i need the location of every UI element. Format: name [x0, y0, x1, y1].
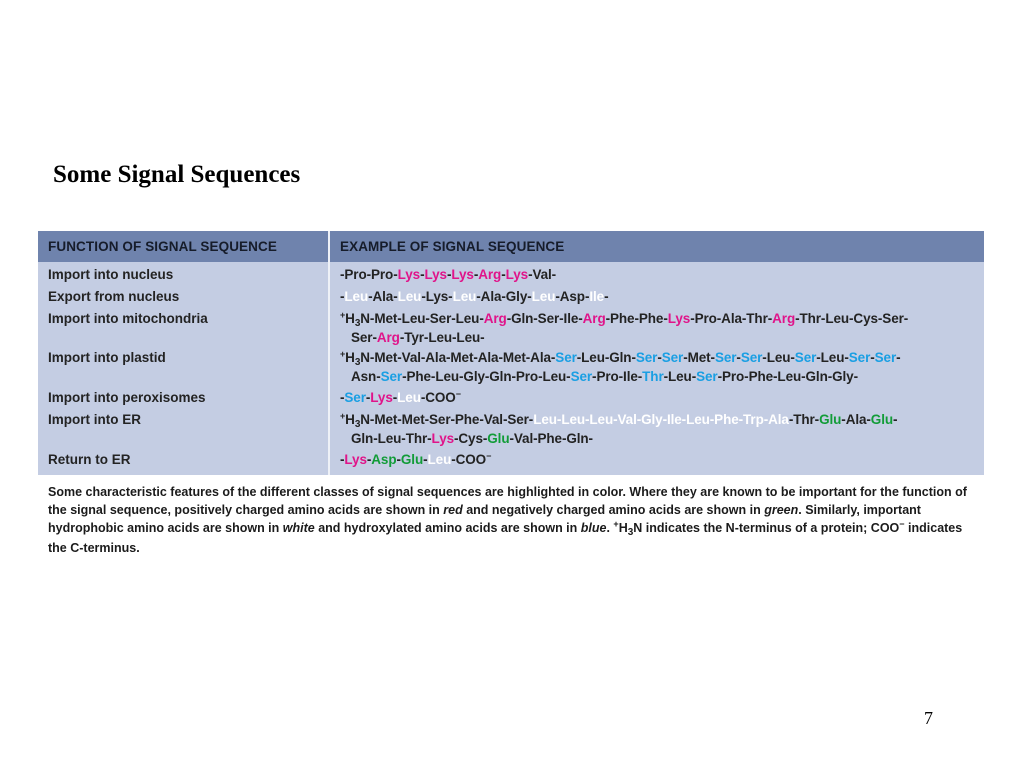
- positive-residue: Lys: [451, 267, 474, 282]
- sequence-text: -: [420, 267, 425, 282]
- positive-residue: Arg: [582, 311, 606, 326]
- sequence-text: Some characteristic features of the different classes of signal sequences are highlighted in color. Where they are known to be important for the function of the signal sequence, positively charged amino acids are shown in: [48, 485, 967, 517]
- hydroxylated-residue: Ser: [635, 350, 658, 365]
- hydroxylated-residue: Ser: [874, 350, 897, 365]
- sequence-text: -: [893, 412, 898, 427]
- hydroxylated-residue: Ser: [794, 350, 817, 365]
- sequence-text: H: [345, 412, 355, 427]
- sequence-text: -Phe-Phe-: [605, 311, 668, 326]
- sequence-text: -Val-Phe-Gln-: [509, 431, 593, 446]
- sequence-text: -Phe-Leu-Gly-Gln-Pro-Leu-: [402, 369, 571, 384]
- hydrophobic-residue: Leu: [427, 452, 452, 467]
- hydroxylated-residue: Ser: [661, 350, 684, 365]
- positive-residue: Lys: [344, 452, 367, 467]
- sequence-text: -: [392, 390, 398, 405]
- superscript: +: [340, 310, 346, 320]
- hydroxylated-residue: Thr: [642, 369, 664, 384]
- positive-residue: Lys: [505, 267, 529, 282]
- sequence-text: -: [340, 289, 345, 304]
- sequence-text: -: [340, 452, 345, 467]
- positive-residue: Arg: [376, 330, 400, 345]
- superscript: +: [340, 349, 346, 359]
- sequence-text: N-Met-Leu-Ser-Leu-: [360, 311, 484, 326]
- sequence-text: -Thr-: [788, 412, 820, 427]
- sequence-text: -: [870, 350, 875, 365]
- subscript: 3: [354, 419, 361, 430]
- sequence-text: H: [345, 311, 355, 326]
- sequence-text: -Pro-Phe-Leu-Gln-Gly-: [717, 369, 858, 384]
- emphasis-word: blue: [580, 521, 607, 535]
- sequence-text: -COO: [451, 452, 487, 467]
- row-function-label: Return to ER: [48, 452, 131, 467]
- sequence-text: -Leu-Gln-: [576, 350, 636, 365]
- positive-residue: Lys: [424, 267, 447, 282]
- sequence-text: -Ala-: [841, 412, 871, 427]
- sequence-text: N-Met-Val-Ala-Met-Ala-Met-Ala-: [360, 350, 556, 365]
- sequence-text: -Asp-: [555, 289, 590, 304]
- table-caption: [48, 483, 978, 557]
- superscript: −: [455, 389, 461, 399]
- table-header: [38, 231, 984, 262]
- sequence-text: -Ala-: [368, 289, 398, 304]
- subscript: 3: [627, 527, 634, 538]
- sequence-text: -Val-: [528, 267, 557, 282]
- row-function-label: Import into plastid: [48, 350, 166, 365]
- hydrophobic-residue: Leu: [397, 289, 422, 304]
- superscript: −: [899, 519, 905, 529]
- positive-residue: Arg: [478, 267, 502, 282]
- row-sequence-line: [351, 369, 858, 384]
- sequence-text: -: [340, 390, 345, 405]
- sequence-text: -: [446, 267, 452, 282]
- sequence-text: -Cys-: [454, 431, 488, 446]
- hydrophobic-residue: Leu-Leu-Leu-Val-Gly-Ile-Leu-Phe-Trp-Ala: [533, 412, 789, 427]
- hydroxylated-residue: Ser: [570, 369, 593, 384]
- row-function-label: Import into peroxisomes: [48, 390, 206, 405]
- header-example: EXAMPLE OF SIGNAL SEQUENCE: [340, 239, 565, 254]
- sequence-text: -Leu-: [762, 350, 795, 365]
- positive-residue: Lys: [397, 267, 421, 282]
- sequence-text: -Pro-Ile-: [592, 369, 643, 384]
- sequence-text: -: [396, 452, 401, 467]
- header-function: FUNCTION OF SIGNAL SEQUENCE: [48, 239, 277, 254]
- row-sequence-line: [351, 330, 485, 345]
- row-function-label: Import into mitochondria: [48, 311, 208, 326]
- sequence-text: H: [618, 521, 628, 535]
- sequence-text: -Thr-Leu-Cys-Ser-: [795, 311, 909, 326]
- hydrophobic-residue: Leu: [344, 289, 369, 304]
- negative-residue: Glu: [487, 431, 510, 446]
- hydrophobic-residue: Leu: [452, 289, 477, 304]
- hydroxylated-residue: Ser: [380, 369, 403, 384]
- sequence-text: -COO: [420, 390, 456, 405]
- positive-residue: Arg: [483, 311, 507, 326]
- sequence-text: -Pro-Pro-: [340, 267, 398, 282]
- hydroxylated-residue: Ser: [555, 350, 577, 365]
- sequence-text: -: [736, 350, 741, 365]
- sequence-text: -: [366, 452, 372, 467]
- negative-residue: Asp: [371, 452, 397, 467]
- sequence-text: N-Met-Met-Ser-Phe-Val-Ser-: [360, 412, 534, 427]
- negative-residue: Glu: [870, 412, 893, 427]
- row-sequence-line: [340, 390, 461, 405]
- sequence-text: and negatively charged amino acids are shown in: [462, 503, 765, 517]
- sequence-text: -Lys-: [421, 289, 453, 304]
- row-sequence-line: [351, 431, 593, 446]
- sequence-text: -: [657, 350, 662, 365]
- page-number: 7: [924, 708, 933, 728]
- hydrophobic-residue: Leu: [397, 390, 421, 405]
- superscript: −: [486, 451, 492, 461]
- sequence-text: -: [604, 289, 609, 304]
- sequence-text: -Leu-: [663, 369, 697, 384]
- sequence-text: -: [473, 267, 479, 282]
- emphasis-word: green: [764, 503, 799, 517]
- sequence-text: N indicates the N-terminus of a protein; COO: [633, 521, 900, 535]
- sequence-text: Gln-Leu-Thr-: [351, 431, 432, 446]
- sequence-text: .: [606, 521, 614, 535]
- row-sequence-line: [340, 349, 901, 368]
- sequence-text: -: [365, 390, 371, 405]
- sequence-text: and hydroxylated amino acids are shown in: [314, 521, 581, 535]
- sequence-text: -Met-: [683, 350, 715, 365]
- hydroxylated-residue: Ser: [714, 350, 737, 365]
- subscript: 3: [354, 318, 361, 329]
- sequence-text: -: [423, 452, 428, 467]
- sequence-text: -: [501, 267, 506, 282]
- hydroxylated-residue: Ser: [344, 390, 366, 405]
- row-sequence-line: [340, 267, 556, 282]
- negative-residue: Glu: [819, 412, 842, 427]
- sequence-text: Ser-: [351, 330, 377, 345]
- row-function-label: Import into ER: [48, 412, 141, 427]
- positive-residue: Lys: [370, 390, 393, 405]
- row-sequence-line: [340, 310, 909, 329]
- positive-residue: Lys: [667, 311, 691, 326]
- row-function-label: Export from nucleus: [48, 289, 180, 304]
- sequence-text: -Pro-Ala-Thr-: [690, 311, 773, 326]
- sequence-text: -Gln-Ser-Ile-: [506, 311, 583, 326]
- sequence-text: -Leu-: [816, 350, 849, 365]
- sequence-text: indicates the C-terminus.: [48, 521, 963, 555]
- emphasis-word: red: [443, 503, 463, 517]
- hydroxylated-residue: Ser: [848, 350, 871, 365]
- row-sequence-line: [340, 452, 491, 467]
- superscript: +: [613, 519, 619, 529]
- positive-residue: Lys: [431, 431, 455, 446]
- hydroxylated-residue: Ser: [740, 350, 763, 365]
- sequence-text: H: [345, 350, 355, 365]
- row-function-label: Import into nucleus: [48, 267, 174, 282]
- sequence-text: -Tyr-Leu-Leu-: [399, 330, 485, 345]
- positive-residue: Arg: [772, 311, 796, 326]
- sequence-text: -: [896, 350, 901, 365]
- hydrophobic-residue: Ile: [589, 289, 605, 304]
- row-sequence-line: [340, 289, 608, 304]
- negative-residue: Glu: [400, 452, 424, 467]
- sequence-text: Asn-: [351, 369, 381, 384]
- signal-sequence-table: [38, 231, 984, 475]
- column-divider: [328, 231, 330, 475]
- slide-title: Some Signal Sequences: [53, 161, 301, 188]
- sequence-text: -Ala-Gly-: [476, 289, 532, 304]
- sequence-text: . Similarly, important hydrophobic amino acids are shown in: [48, 503, 921, 535]
- row-sequence-line: [340, 411, 898, 430]
- superscript: +: [340, 411, 346, 421]
- hydroxylated-residue: Ser: [696, 369, 718, 384]
- subscript: 3: [354, 357, 361, 368]
- hydrophobic-residue: Leu: [531, 289, 556, 304]
- emphasis-word: white: [282, 521, 315, 535]
